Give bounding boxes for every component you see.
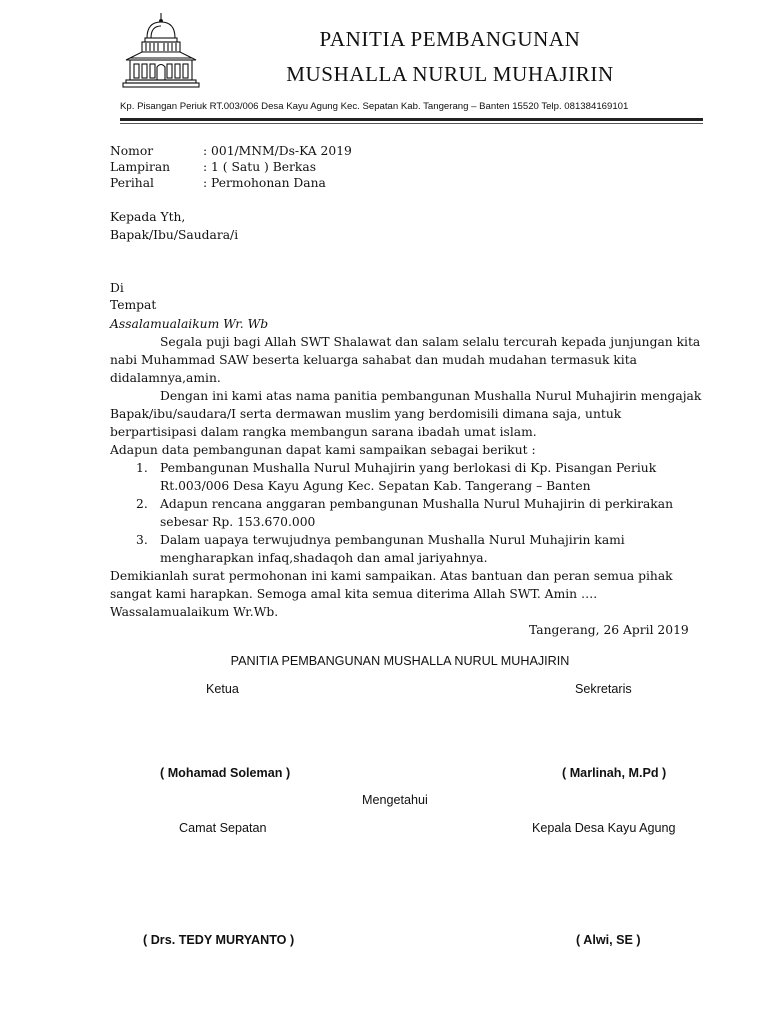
mosque-logo <box>120 10 202 90</box>
closing-line2: sangat kami harapkan. Semoga amal kita semua diterima Allah SWT. Amin …. <box>110 587 598 601</box>
recipient-line4: Tempat <box>110 298 157 312</box>
list-item-line: Adapun rencana anggaran pembangunan Mushalla Nurul Muhajirin di perkirakan <box>160 497 674 511</box>
paragraph2-line3: berpartisipasi dalam rangka membangun sarana ibadah umat islam. <box>110 425 537 439</box>
kades-name: ( Alwi, SE ) <box>576 933 641 947</box>
salutation: Assalamualaikum Wr. Wb <box>110 317 269 331</box>
list-item-number: 3. <box>136 533 148 547</box>
meta-label-perihal: Perihal <box>110 176 154 190</box>
camat-name: ( Drs. TEDY MURYANTO ) <box>143 933 295 947</box>
paragraph1-line1: Segala puji bagi Allah SWT Shalawat dan salam selalu tercurah kepada junjungan kita <box>160 335 701 349</box>
acknowledged-label: Mengetahui <box>362 793 428 807</box>
list-item-number: 2. <box>136 497 148 511</box>
chair-name: ( Mohamad Soleman ) <box>160 766 291 780</box>
kades-title: Kepala Desa Kayu Agung <box>532 821 676 835</box>
camat-title: Camat Sepatan <box>179 821 267 835</box>
committee-name: PANITIA PEMBANGUNAN MUSHALLA NURUL MUHAJIRIN <box>230 654 570 668</box>
paragraph1-line2: nabi Muhammad SAW beserta keluarga sahabat dan mudah mudahan termasuk kita <box>110 353 638 367</box>
list-item-line: mengharapkan infaq,shadaqoh dan amal jariyahnya. <box>160 551 488 565</box>
letterhead-title-line1: PANITIA PEMBANGUNAN <box>319 27 581 51</box>
list-item-line: Rt.003/006 Desa Kayu Agung Kec. Sepatan Kab. Tangerang – Banten <box>160 479 591 493</box>
letterhead-divider <box>120 118 703 121</box>
recipient-line3: Di <box>110 281 124 295</box>
list-item-line: Dalam uapaya terwujudnya pembangunan Mushalla Nurul Muhajirin kami <box>160 533 625 547</box>
closing-line1: Demikianlah surat permohonan ini kami sampaikan. Atas bantuan dan peran semua pihak <box>110 569 673 583</box>
secretary-name: ( Marlinah, M.Pd ) <box>562 766 667 780</box>
meta-value-lampiran: : 1 ( Satu ) Berkas <box>203 160 317 174</box>
letterhead-divider-thin <box>120 123 703 124</box>
recipient-line2: Bapak/Ibu/Saudara/i <box>110 228 239 242</box>
chair-title: Ketua <box>206 682 239 696</box>
meta-label-lampiran: Lampiran <box>110 160 171 174</box>
recipient-line1: Kepada Yth, <box>110 210 186 224</box>
list-intro: Adapun data pembangunan dapat kami sampaikan sebagai berikut : <box>110 443 536 457</box>
paragraph1-line3: didalamnya,amin. <box>110 371 221 385</box>
list-item-line: Pembangunan Mushalla Nurul Muhajirin yang berlokasi di Kp. Pisangan Periuk <box>160 461 657 475</box>
paragraph2-line1: Dengan ini kami atas nama panitia pembangunan Mushalla Nurul Muhajirin mengajak <box>160 389 702 403</box>
letterhead-title-line2: MUSHALLA NURUL MUHAJIRIN <box>286 62 614 86</box>
place-date: Tangerang, 26 April 2019 <box>529 623 689 637</box>
secretary-title: Sekretaris <box>575 682 632 696</box>
paragraph2-line2: Bapak/ibu/saudara/I serta dermawan muslim yang berdomisili dimana saja, untuk <box>110 407 622 421</box>
list-item-line: sebesar Rp. 153.670.000 <box>160 515 316 529</box>
meta-value-nomor: : 001/MNM/Ds-KA 2019 <box>203 144 352 158</box>
meta-label-nomor: Nomor <box>110 144 154 158</box>
meta-value-perihal: : Permohonan Dana <box>203 176 326 190</box>
closing-line3: Wassalamualaikum Wr.Wb. <box>110 605 279 619</box>
list-item-number: 1. <box>136 461 148 475</box>
letterhead-address: Kp. Pisangan Periuk RT.003/006 Desa Kayu Agung Kec. Sepatan Kab. Tangerang – Banten 15520 Telp. 081384169101 <box>120 101 629 112</box>
